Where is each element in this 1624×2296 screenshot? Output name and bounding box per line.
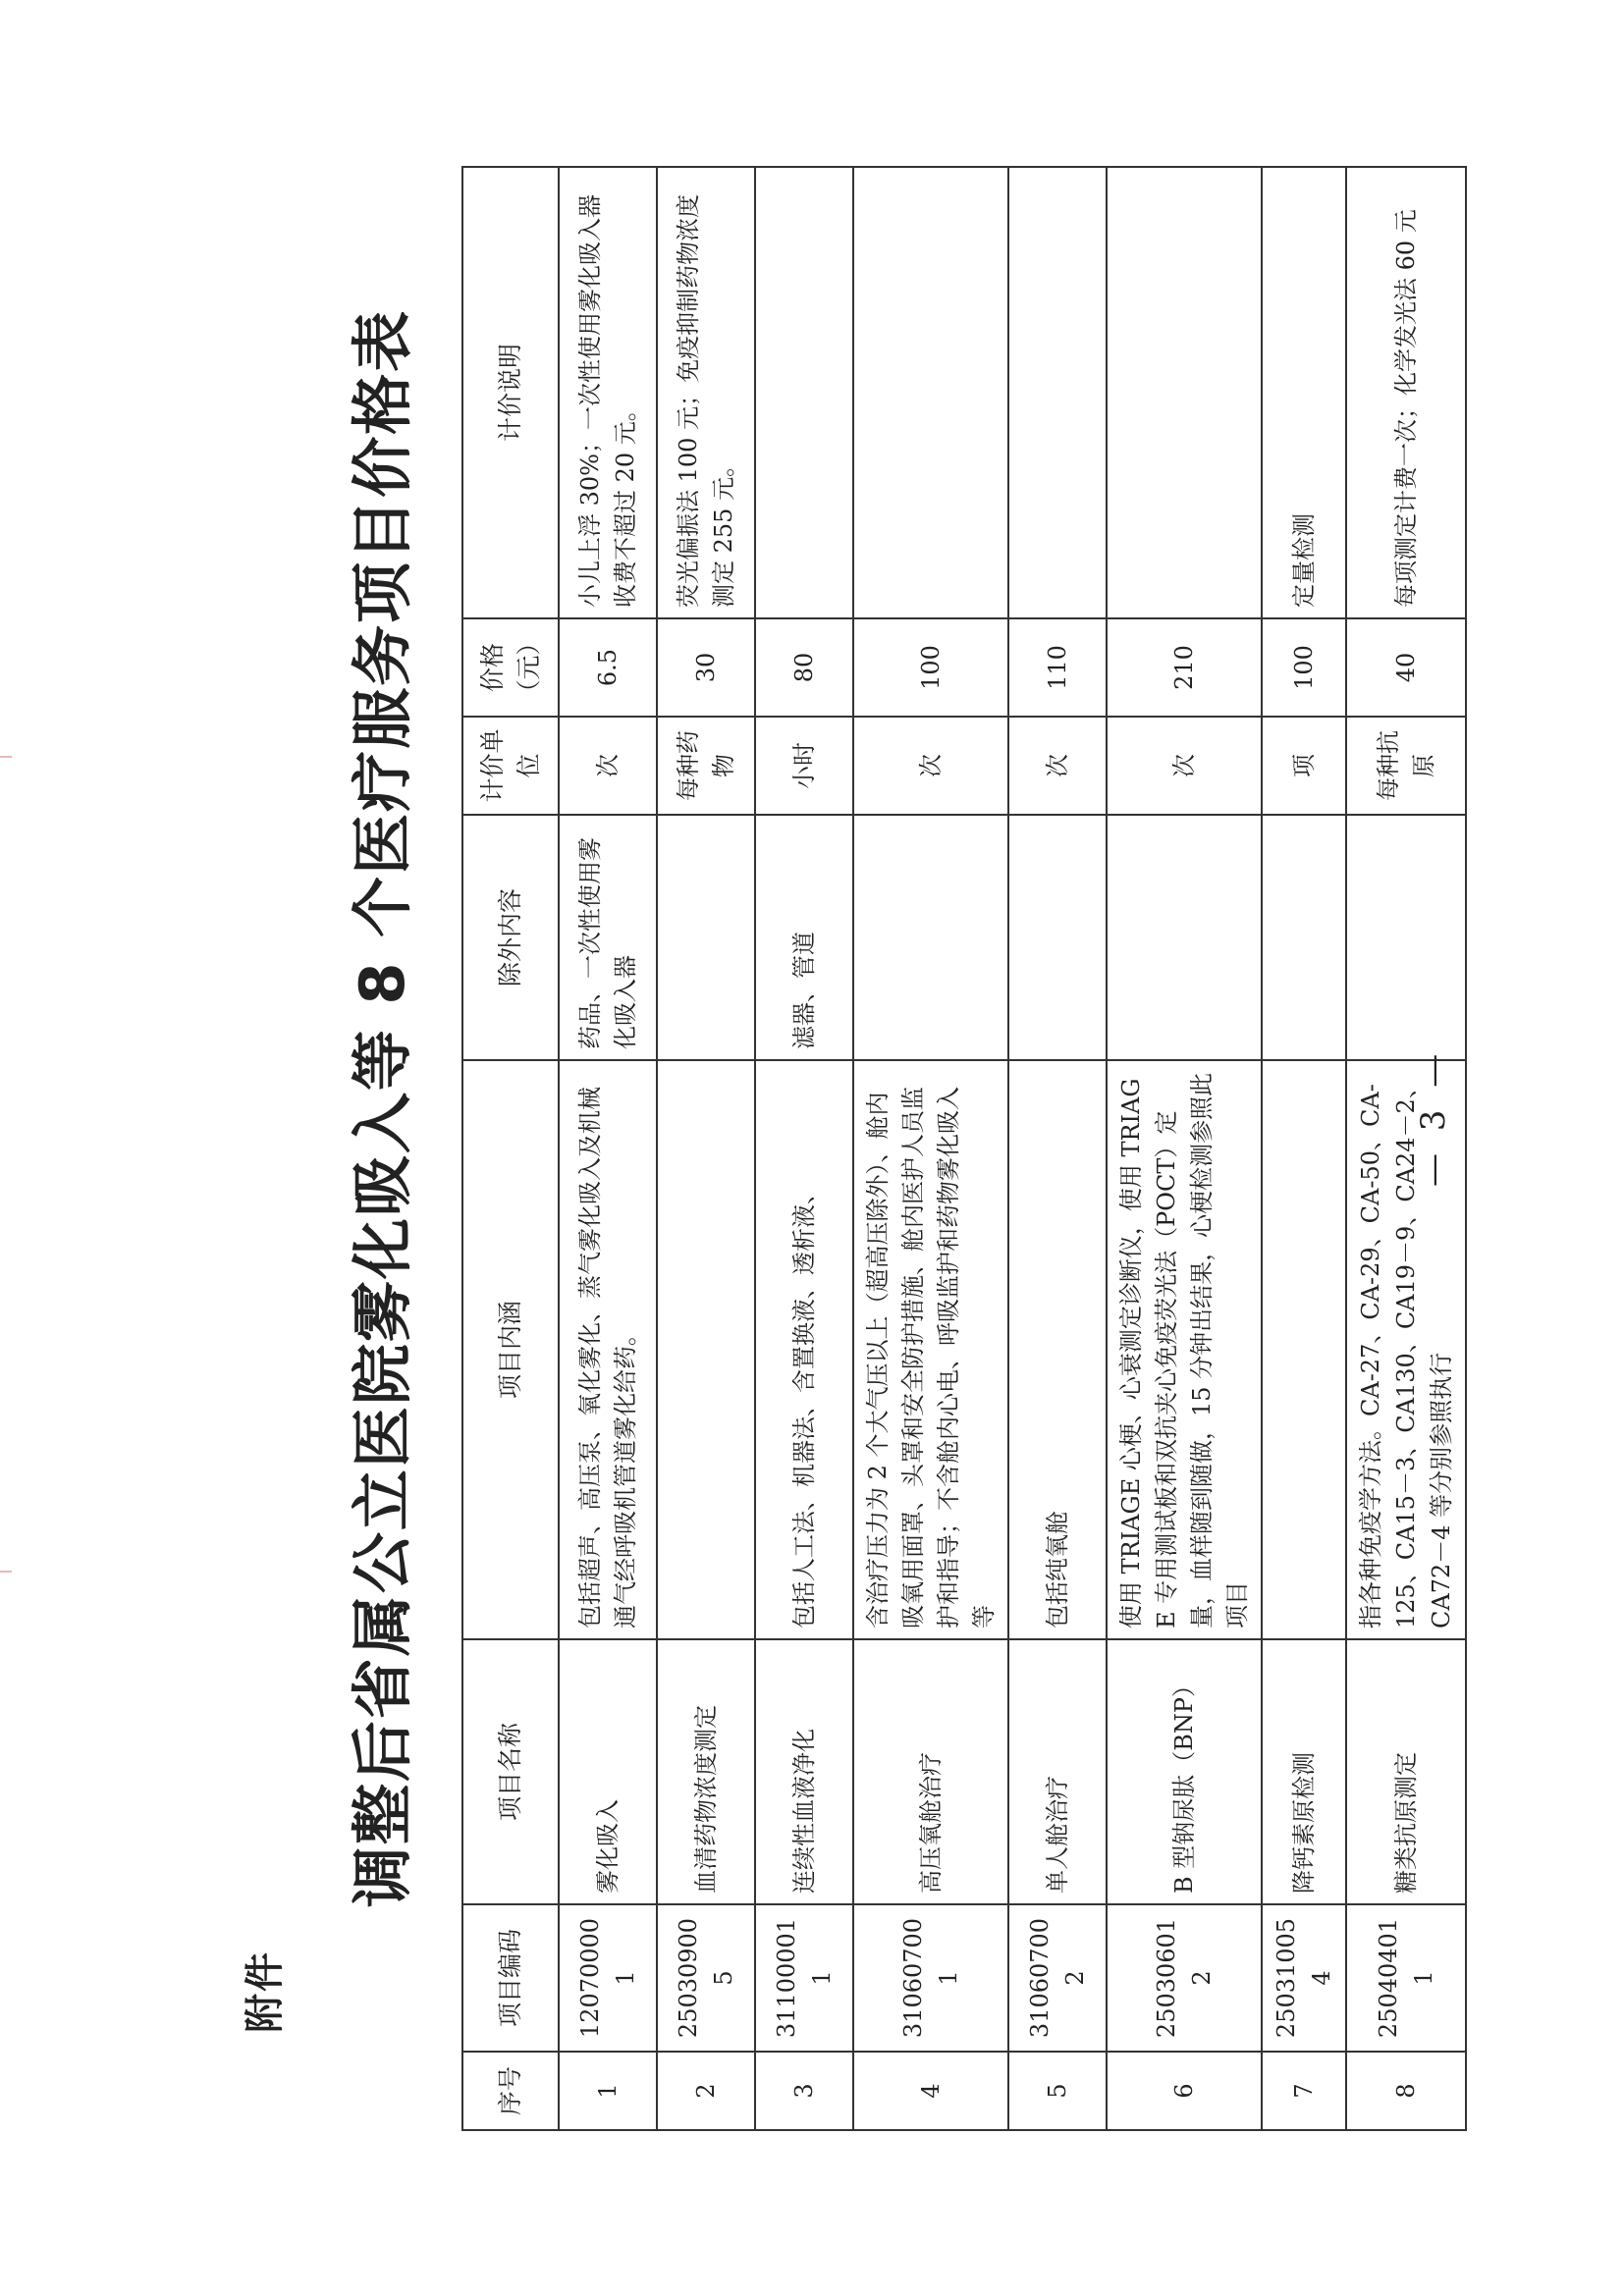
cell-unit: 小时 — [755, 717, 853, 815]
cell-name: 雾化吸入 — [559, 1639, 657, 1904]
cell-content: 包括纯氧舱 — [1008, 1060, 1107, 1639]
cell-seq: 5 — [1008, 2052, 1107, 2130]
cell-notes: 每项测定计费一次；化学发光法 60 元 — [1346, 167, 1466, 618]
price-table — [461, 166, 1467, 2131]
cell-excluded — [657, 815, 755, 1060]
cell-seq: 3 — [755, 2052, 853, 2130]
cell-seq: 8 — [1346, 2052, 1466, 2130]
cell-excluded: 药品、一次性使用雾化吸入器 — [559, 815, 657, 1060]
cell-notes: 定量检测 — [1262, 167, 1346, 618]
cell-code: 250404011 — [1346, 1904, 1466, 2052]
cell-price: 6.5 — [559, 618, 657, 717]
cell-content: 含治疗压力为 2 个大气压以上（超高压除外）、舱内吸氧用面罩、头罩和安全防护措施、舱内医护人员监护和指导；不含舱内心电、呼吸监护和药物雾化吸入等 — [853, 1060, 1008, 1639]
header-name: 项目名称 — [462, 1639, 559, 1904]
cell-code: 310607001 — [853, 1904, 1008, 2052]
header-price: 价格（元） — [462, 618, 559, 717]
cell-unit: 每种抗原 — [1346, 717, 1466, 815]
cell-name: 连续性血液净化 — [755, 1639, 853, 1904]
cell-content: 指各种免疫学方法。CA-27、CA-29、CA-50、CA-125、CA15－3、CA130、CA19－9、CA24－2、CA72－4 等分别参照执行 — [1346, 1060, 1466, 1639]
cell-code: 120700001 — [559, 1904, 657, 2052]
cell-excluded — [1107, 815, 1262, 1060]
cell-code: 250309005 — [657, 1904, 755, 2052]
page-number: — 3 — — [1414, 1047, 1453, 1187]
cell-content: 包括超声、高压泵、氧化雾化、蒸气雾化吸入及机械通气经呼吸机管道雾化给药。 — [559, 1060, 657, 1639]
cell-seq: 2 — [657, 2052, 755, 2130]
cell-name: 糖类抗原测定 — [1346, 1639, 1466, 1904]
cell-name: 降钙素原检测 — [1262, 1639, 1346, 1904]
table-header-row — [462, 167, 559, 2130]
cell-unit: 次 — [1107, 717, 1262, 815]
cell-price: 100 — [853, 618, 1008, 717]
cell-seq: 4 — [853, 2052, 1008, 2130]
cell-notes — [755, 167, 853, 618]
cell-unit: 每种药物 — [657, 717, 755, 815]
attachment-label: 附件 — [243, 1950, 288, 2033]
cell-unit: 项 — [1262, 717, 1346, 815]
cell-excluded — [1346, 815, 1466, 1060]
header-content: 项目内涵 — [462, 1060, 559, 1639]
cell-notes: 小儿上浮 30%；一次性使用雾化吸入器收费不超过 20 元。 — [559, 167, 657, 618]
table-row — [1262, 167, 1346, 2130]
table-row — [1008, 167, 1107, 2130]
cell-price: 30 — [657, 618, 755, 717]
header-unit: 计价单位 — [462, 717, 559, 815]
cell-unit: 次 — [853, 717, 1008, 815]
table-row — [755, 167, 853, 2130]
cell-price: 210 — [1107, 618, 1262, 717]
cell-code: 250310054 — [1262, 1904, 1346, 2052]
cell-excluded — [1262, 815, 1346, 1060]
cell-price: 100 — [1262, 618, 1346, 717]
header-excluded: 除外内容 — [462, 815, 559, 1060]
cell-name: 血清药物浓度测定 — [657, 1639, 755, 1904]
header-seq: 序号 — [462, 2052, 559, 2130]
cell-notes — [1107, 167, 1262, 618]
cell-price: 110 — [1008, 618, 1107, 717]
table-row — [1107, 167, 1262, 2130]
table-row — [559, 167, 657, 2130]
cell-code: 310607002 — [1008, 1904, 1107, 2052]
document-title: 调整后省属公立医院雾化吸入等 8 个医疗服务项目价格表 — [347, 308, 418, 1908]
cell-excluded: 滤器、管道 — [755, 815, 853, 1060]
cell-content: 使用 TRIAGE 心梗、心衰测定诊断仪，使用 TRIAGE 专用测试板和双抗夹心免疫荧光法（POCT）定量，血样随到随做，15 分钟出结果，心梗检测参照此项目 — [1107, 1060, 1262, 1639]
cell-notes — [1008, 167, 1107, 618]
cell-content — [1262, 1060, 1346, 1639]
table-row — [853, 167, 1008, 2130]
cell-code: 311000011 — [755, 1904, 853, 2052]
cell-name: 单人舱治疗 — [1008, 1639, 1107, 1904]
cell-seq: 6 — [1107, 2052, 1262, 2130]
cell-name: 高压氧舱治疗 — [853, 1639, 1008, 1904]
cell-unit: 次 — [1008, 717, 1107, 815]
header-code: 项目编码 — [462, 1904, 559, 2052]
cell-price: 40 — [1346, 618, 1466, 717]
table-row — [657, 167, 755, 2130]
header-notes: 计价说明 — [462, 167, 559, 618]
cell-unit: 次 — [559, 717, 657, 815]
cell-notes: 荧光偏振法 100 元；免疫抑制药物浓度测定 255 元。 — [657, 167, 755, 618]
cell-excluded — [1008, 815, 1107, 1060]
cell-excluded — [853, 815, 1008, 1060]
cell-content — [657, 1060, 755, 1639]
cell-notes — [853, 167, 1008, 618]
cell-price: 80 — [755, 618, 853, 717]
cell-content: 包括人工法、机器法、含置换液、透析液、 — [755, 1060, 853, 1639]
cell-code: 250306012 — [1107, 1904, 1262, 2052]
cell-name: B 型钠尿肽（BNP） — [1107, 1639, 1262, 1904]
cell-seq: 7 — [1262, 2052, 1346, 2130]
cell-seq: 1 — [559, 2052, 657, 2130]
